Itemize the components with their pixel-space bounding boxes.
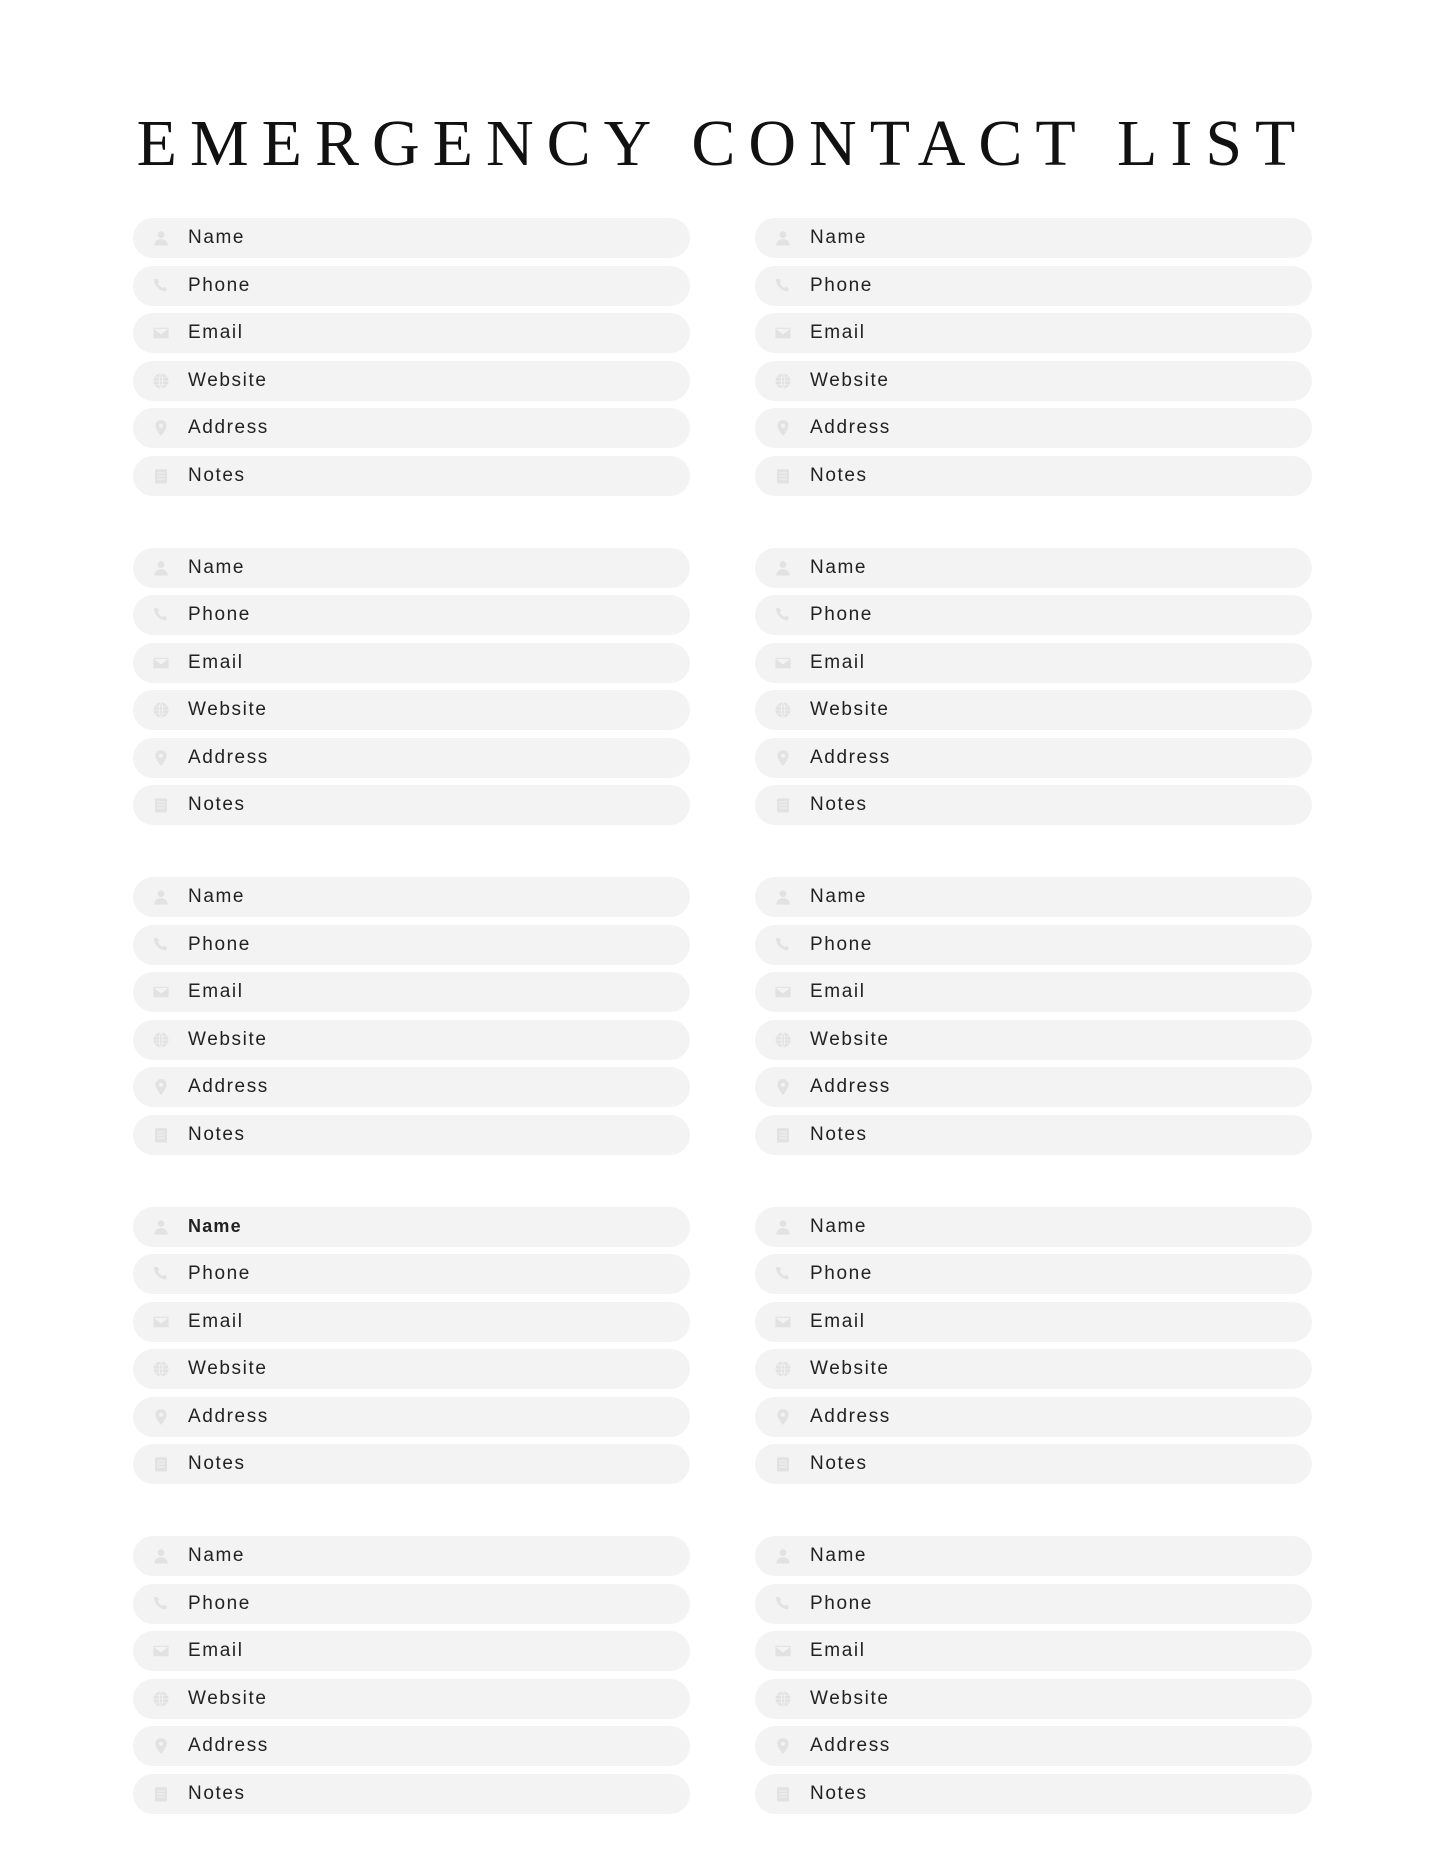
contact-card (133, 1536, 690, 1814)
phone-label: Phone (810, 1592, 873, 1614)
name-field[interactable] (755, 877, 1312, 917)
notes-field[interactable] (755, 1115, 1312, 1155)
address-field[interactable] (755, 408, 1312, 448)
contact-card (755, 548, 1312, 826)
person-icon (151, 558, 171, 578)
name-field[interactable] (133, 218, 690, 258)
phone-field[interactable] (755, 925, 1312, 965)
website-label: Website (810, 1028, 890, 1050)
address-field[interactable] (755, 1067, 1312, 1107)
email-label: Email (188, 981, 244, 1002)
envelope-icon (773, 323, 793, 343)
email-field[interactable] (755, 972, 1312, 1012)
phone-field[interactable] (755, 1254, 1312, 1294)
email-field[interactable] (133, 1631, 690, 1671)
phone-field[interactable] (755, 595, 1312, 635)
envelope-icon (151, 1312, 171, 1332)
phone-field[interactable] (133, 925, 690, 965)
address-label: Address (810, 1076, 891, 1097)
website-field[interactable] (133, 1349, 690, 1389)
envelope-icon (151, 1641, 171, 1661)
address-label: Address (810, 1735, 891, 1756)
phone-icon (773, 1264, 793, 1284)
phone-icon (151, 1264, 171, 1284)
address-field[interactable] (755, 1726, 1312, 1766)
website-field[interactable] (133, 1020, 690, 1060)
phone-icon (773, 935, 793, 955)
email-field[interactable] (755, 1302, 1312, 1342)
address-field[interactable] (755, 1397, 1312, 1437)
phone-field[interactable] (133, 1254, 690, 1294)
name-label: Name (188, 227, 246, 248)
address-label: Address (188, 417, 269, 438)
notes-field[interactable] (755, 1444, 1312, 1484)
notes-field[interactable] (133, 1444, 690, 1484)
globe-icon (151, 371, 171, 391)
notepad-icon (151, 795, 171, 815)
phone-icon (773, 605, 793, 625)
address-field[interactable] (133, 1397, 690, 1437)
contact-card (133, 218, 690, 496)
email-label: Email (810, 1310, 866, 1332)
location-pin-icon (151, 1077, 171, 1097)
phone-icon (151, 1594, 171, 1614)
phone-field[interactable] (755, 266, 1312, 306)
phone-label: Phone (810, 1263, 873, 1284)
website-label: Website (810, 1358, 890, 1379)
location-pin-icon (773, 1407, 793, 1427)
address-label: Address (810, 417, 891, 438)
website-field[interactable] (133, 361, 690, 401)
email-label: Email (810, 1640, 866, 1661)
page-title: EMERGENCY CONTACT LIST (136, 107, 1309, 180)
website-field[interactable] (755, 1679, 1312, 1719)
notes-label: Notes (810, 1782, 868, 1804)
notepad-icon (151, 1784, 171, 1804)
envelope-icon (773, 1641, 793, 1661)
person-icon (773, 1546, 793, 1566)
name-label: Name (188, 886, 246, 907)
address-label: Address (810, 1405, 891, 1427)
contact-card (133, 1207, 690, 1485)
name-label: Name (188, 556, 246, 578)
email-label: Email (188, 1310, 244, 1332)
notepad-icon (151, 1125, 171, 1145)
name-field[interactable] (755, 1536, 1312, 1576)
envelope-icon (773, 982, 793, 1002)
globe-icon (151, 1030, 171, 1050)
person-icon (773, 558, 793, 578)
envelope-icon (151, 982, 171, 1002)
website-field[interactable] (755, 361, 1312, 401)
person-icon (773, 228, 793, 248)
phone-field[interactable] (133, 595, 690, 635)
name-field[interactable] (755, 1207, 1312, 1247)
email-label: Email (188, 1640, 244, 1661)
email-label: Email (810, 651, 866, 673)
globe-icon (151, 1359, 171, 1379)
email-field[interactable] (755, 313, 1312, 353)
notes-label: Notes (188, 464, 246, 486)
person-icon (151, 887, 171, 907)
contact-grid (133, 218, 1312, 1814)
phone-label: Phone (188, 1263, 251, 1284)
globe-icon (773, 1359, 793, 1379)
email-label: Email (188, 651, 244, 673)
email-label: Email (810, 981, 866, 1002)
website-field[interactable] (133, 1679, 690, 1719)
notes-field[interactable] (133, 1774, 690, 1814)
person-icon (773, 887, 793, 907)
phone-label: Phone (188, 1592, 251, 1614)
website-label: Website (810, 699, 890, 720)
phone-label: Phone (188, 274, 251, 296)
phone-label: Phone (188, 604, 251, 625)
notes-field[interactable] (133, 456, 690, 496)
address-field[interactable] (133, 1726, 690, 1766)
phone-label: Phone (810, 604, 873, 625)
website-field[interactable] (755, 1349, 1312, 1389)
phone-icon (151, 276, 171, 296)
notes-label: Notes (810, 1123, 868, 1145)
contact-card (755, 877, 1312, 1155)
address-label: Address (188, 746, 269, 768)
notepad-icon (773, 1125, 793, 1145)
contact-card (133, 548, 690, 826)
name-field[interactable] (133, 548, 690, 588)
notepad-icon (773, 795, 793, 815)
globe-icon (151, 700, 171, 720)
address-field[interactable] (133, 408, 690, 448)
notes-field[interactable] (755, 785, 1312, 825)
address-field[interactable] (133, 738, 690, 778)
globe-icon (773, 371, 793, 391)
name-field[interactable] (133, 877, 690, 917)
phone-icon (151, 605, 171, 625)
website-field[interactable] (755, 1020, 1312, 1060)
location-pin-icon (773, 1077, 793, 1097)
website-label: Website (810, 369, 890, 391)
email-field[interactable] (755, 643, 1312, 683)
email-label: Email (188, 322, 244, 343)
notes-label: Notes (810, 464, 868, 486)
notes-label: Notes (810, 794, 868, 815)
location-pin-icon (151, 418, 171, 438)
notepad-icon (773, 466, 793, 486)
notes-label: Notes (188, 1123, 246, 1145)
globe-icon (773, 700, 793, 720)
website-label: Website (810, 1687, 890, 1709)
globe-icon (773, 1030, 793, 1050)
address-field[interactable] (755, 738, 1312, 778)
name-field[interactable] (755, 548, 1312, 588)
envelope-icon (773, 1312, 793, 1332)
contact-card (133, 877, 690, 1155)
contact-card (755, 1536, 1312, 1814)
address-label: Address (188, 1405, 269, 1427)
location-pin-icon (773, 748, 793, 768)
name-field[interactable] (133, 1536, 690, 1576)
address-label: Address (188, 1076, 269, 1097)
envelope-icon (151, 323, 171, 343)
notes-field[interactable] (755, 456, 1312, 496)
notepad-icon (773, 1454, 793, 1474)
location-pin-icon (151, 748, 171, 768)
name-label: Name (810, 886, 868, 907)
email-field[interactable] (133, 972, 690, 1012)
website-label: Website (188, 1687, 268, 1709)
website-label: Website (188, 1358, 268, 1379)
person-icon (151, 1217, 171, 1237)
website-field[interactable] (133, 690, 690, 730)
notepad-icon (151, 1454, 171, 1474)
contact-card (755, 1207, 1312, 1485)
notes-field[interactable] (133, 1115, 690, 1155)
name-field[interactable] (133, 1207, 690, 1247)
website-label: Website (188, 369, 268, 391)
location-pin-icon (151, 1736, 171, 1756)
notes-label: Notes (188, 1453, 246, 1474)
website-label: Website (188, 1028, 268, 1050)
notes-field[interactable] (755, 1774, 1312, 1814)
email-label: Email (810, 322, 866, 343)
notes-label: Notes (810, 1453, 868, 1474)
address-field[interactable] (133, 1067, 690, 1107)
phone-field[interactable] (133, 266, 690, 306)
phone-field[interactable] (133, 1584, 690, 1624)
person-icon (773, 1217, 793, 1237)
globe-icon (773, 1689, 793, 1709)
globe-icon (151, 1689, 171, 1709)
website-label: Website (188, 699, 268, 720)
location-pin-icon (151, 1407, 171, 1427)
phone-label: Phone (810, 274, 873, 296)
name-label: Name (810, 1215, 868, 1237)
phone-icon (773, 276, 793, 296)
website-field[interactable] (755, 690, 1312, 730)
notepad-icon (773, 1784, 793, 1804)
location-pin-icon (773, 418, 793, 438)
phone-icon (151, 935, 171, 955)
notes-field[interactable] (133, 785, 690, 825)
envelope-icon (151, 653, 171, 673)
envelope-icon (773, 653, 793, 673)
name-field[interactable] (755, 218, 1312, 258)
person-icon (151, 1546, 171, 1566)
notes-label: Notes (188, 794, 246, 815)
address-label: Address (810, 746, 891, 768)
name-label: Name (188, 1216, 242, 1236)
phone-field[interactable] (755, 1584, 1312, 1624)
phone-label: Phone (188, 933, 251, 955)
person-icon (151, 228, 171, 248)
email-field[interactable] (133, 1302, 690, 1342)
phone-icon (773, 1594, 793, 1614)
email-field[interactable] (133, 643, 690, 683)
location-pin-icon (773, 1736, 793, 1756)
notes-label: Notes (188, 1782, 246, 1804)
contact-card (755, 218, 1312, 496)
address-label: Address (188, 1735, 269, 1756)
email-field[interactable] (133, 313, 690, 353)
notepad-icon (151, 466, 171, 486)
name-label: Name (810, 556, 868, 578)
name-label: Name (188, 1545, 246, 1566)
phone-label: Phone (810, 933, 873, 955)
name-label: Name (810, 1545, 868, 1566)
name-label: Name (810, 227, 868, 248)
email-field[interactable] (755, 1631, 1312, 1671)
